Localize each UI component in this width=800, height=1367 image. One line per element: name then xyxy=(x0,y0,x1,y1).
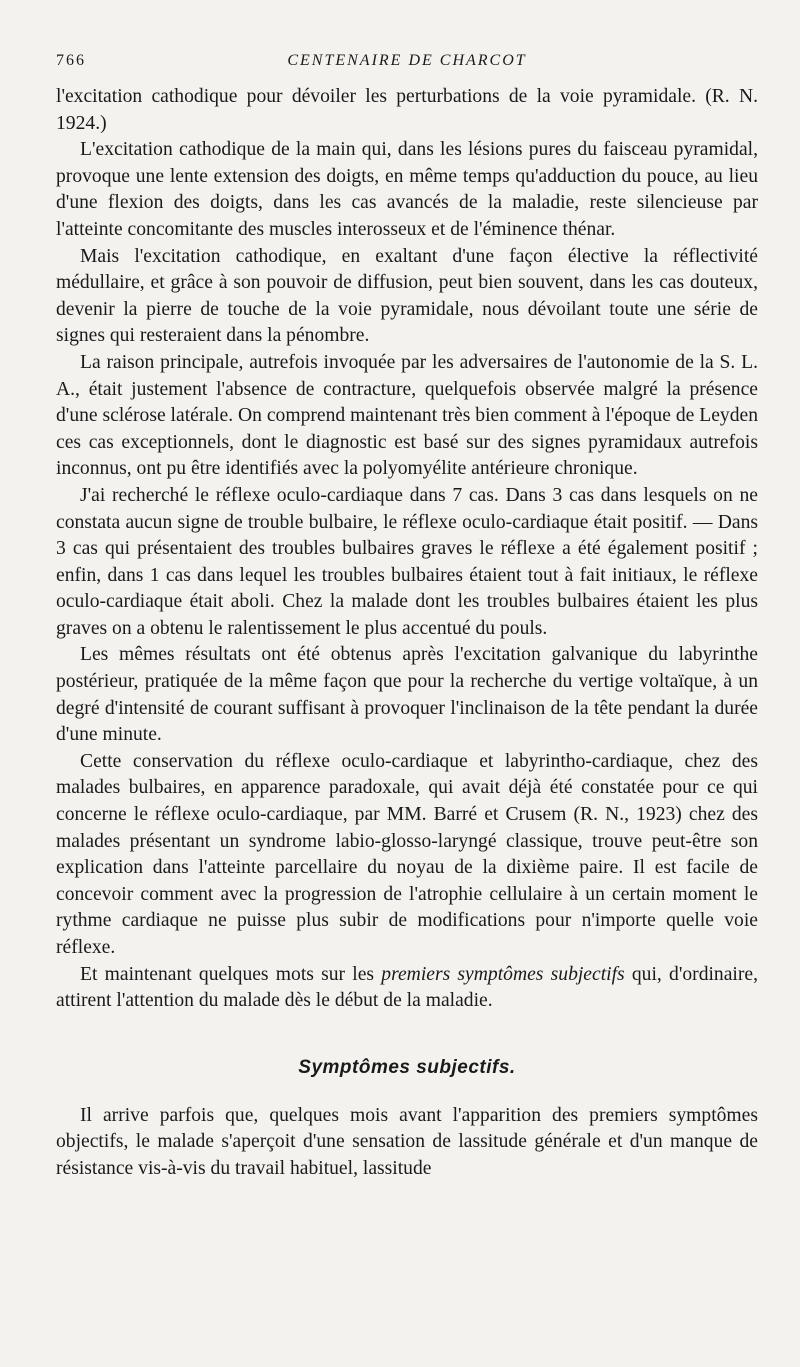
paragraph-text: qui, d'ordinaire, attirent l'attention du malade dès le début de la maladie. xyxy=(56,963,758,1012)
paragraph-text: Et maintenant quelques mots sur les xyxy=(80,963,382,985)
page-header xyxy=(56,52,758,70)
paragraph: J'ai recherché le réflexe oculo-cardiaque dans 7 cas. Dans 3 cas dans lesquels on ne constata aucun signe de trouble bulbaire, le réflexe oculo-cardiaque était positif. — Dans 3 cas qui présentaient des troubles bulbaires graves le réflexe a été également positif ; enfin, dans 1 cas dans lequel les troubles bulbaires étaient tout à fait initiaux, le réflexe oculo-cardiaque était aboli. Chez la malade dont les troubles bulbaires étaient les plus graves on a obtenu le ralentissement le plus accentué du pouls. xyxy=(56,484,758,639)
paragraph: Cette conservation du réflexe oculo-cardiaque et labyrintho-cardiaque, chez des malades bulbaires, en apparence paradoxale, qui avait déjà été constatée pour ce qui concerne le réflexe oculo-cardiaque, par MM. Barré et Crusem (R. N., 1923) chez des malades présentant un syndrome labio-glosso-laryngé classique, trouve peut-être son explication dans l'atteinte parcellaire du noyau de la dixième paire. Il est facile de concevoir comment avec la progression de l'atrophie cellulaire à un certain moment le rythme cardiaque ne puisse plus subir de modifications pour n'importe quelle voie réflexe. xyxy=(56,750,758,958)
running-title: CENTENAIRE DE CHARCOT xyxy=(287,52,527,69)
section-title: Symptômes subjectifs. xyxy=(298,1056,516,1078)
paragraph: La raison principale, autrefois invoquée par les adversaires de l'autonomie de la S. L. A., était justement l'absence de contracture, quelquefois observée malgré la présence d'une sclérose latérale. On comprend maintenant très bien comment à l'époque de Leyden ces cas exceptionnels, dont le diagnostic est basé sur des signes pyramidaux autrefois inconnus, ont pu être identifiés avec la polyomyélite antérieure chronique. xyxy=(56,351,758,480)
paragraph: Il arrive parfois que, quelques mois avant l'apparition des premiers symptômes objectifs, le malade s'aperçoit d'une sensation de lassitude générale et d'un manque de résistance vis-à-vis du travail habituel, lassitude xyxy=(56,1104,758,1179)
page-number: 766 xyxy=(56,52,86,69)
body-text xyxy=(56,84,758,1183)
paragraph: Mais l'excitation cathodique, en exaltant d'une façon élective la réflectivité médullaire, et grâce à son pouvoir de diffusion, peut bien souvent, dans les cas douteux, devenir la pierre de touche de la voie pyramidale, nous dévoilant toute une série de signes qui resteraient dans la pénombre. xyxy=(56,245,758,347)
paragraph: L'excitation cathodique de la main qui, dans les lésions pures du faisceau pyramidal, provoque une lente extension des doigts, en même temps qu'adduction du pouce, au lieu d'une flexion des doigts, dans les cas avancés de la maladie, reste silencieuse par l'atteinte concomitante des muscles interosseux et de l'éminence thénar. xyxy=(56,139,758,240)
paragraph: Les mêmes résultats ont été obtenus après l'excitation galvanique du labyrinthe postérieur, pratiquée de la même façon que pour la recherche du vertige voltaïque, à un degré d'intensité de courant suffisant à provoquer l'inclinaison de la tête pendant la durée d'une minute. xyxy=(56,644,758,746)
emphasis-text: premiers symptômes subjectifs xyxy=(381,963,625,985)
paragraph xyxy=(56,962,758,1015)
paragraph: l'excitation cathodique pour dévoiler les perturbations de la voie pyramidale. (R. N. 1924.) xyxy=(56,86,758,134)
